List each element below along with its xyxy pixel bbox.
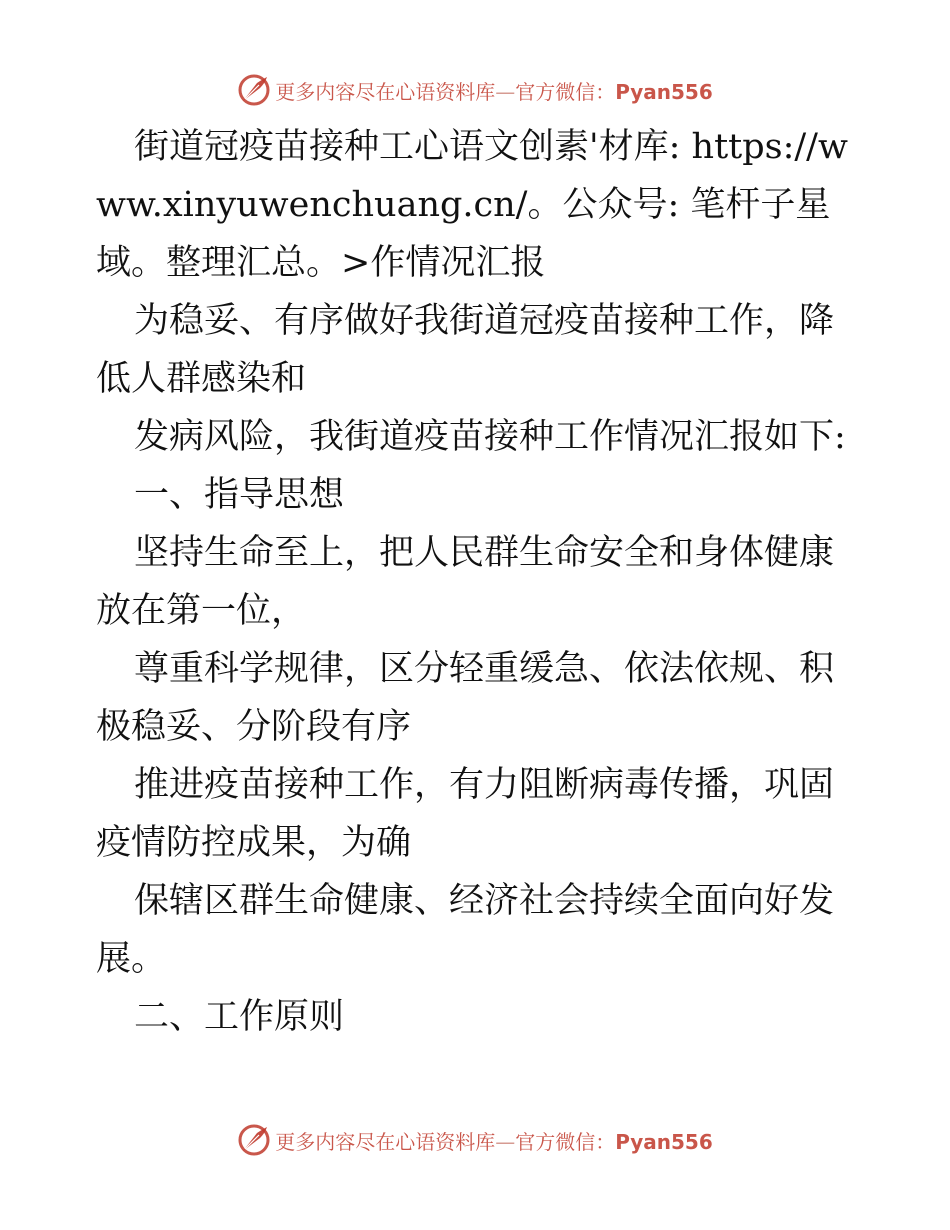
watermark-official: 官方微信：: [515, 1129, 616, 1154]
paragraph: 为稳妥、有序做好我街道冠疫苗接种工作，降低人群感染和: [96, 301, 835, 399]
paragraph: 尊重科学规律，区分轻重缓急、依法依规、积极稳妥、分阶段有序: [96, 649, 835, 747]
paragraph: 街道冠疫苗接种工心语文创素'材库: https://www.xinyuwenchuang.cn/。公众号: 笔杆子星域。整理汇总。>作情况汇报: [96, 127, 848, 283]
document-body: [96, 118, 856, 1046]
paragraph: 发病风险，我街道疫苗接种工作情况汇报如下:: [134, 417, 846, 457]
quill-pen-logo-icon: [237, 73, 271, 107]
watermark-wechat-id: Pyan556: [615, 1129, 713, 1154]
paragraph: 坚持生命至上，把人民群生命安全和身体健康放在第一位，: [96, 533, 835, 631]
watermark-official: 官方微信：: [515, 79, 616, 104]
watermark-separator: —: [495, 79, 516, 104]
header-watermark: [0, 70, 950, 110]
quill-pen-logo-icon: [237, 1123, 271, 1157]
watermark-main: 更多内容尽在心语资料库: [275, 79, 496, 104]
watermark-text: [275, 1126, 713, 1155]
section-heading: 二、工作原则: [134, 997, 345, 1037]
paragraph: 推进疫苗接种工作，有力阻断病毒传播，巩固疫情防控成果，为确: [96, 765, 835, 863]
watermark-wechat-id: Pyan556: [615, 79, 713, 104]
paragraph: 保辖区群生命健康、经济社会持续全面向好发展。: [96, 881, 835, 979]
section-heading: 一、指导思想: [134, 475, 345, 515]
watermark-text: [275, 76, 713, 105]
footer-watermark: [0, 1120, 950, 1160]
watermark-separator: —: [495, 1129, 516, 1154]
watermark-main: 更多内容尽在心语资料库: [275, 1129, 496, 1154]
